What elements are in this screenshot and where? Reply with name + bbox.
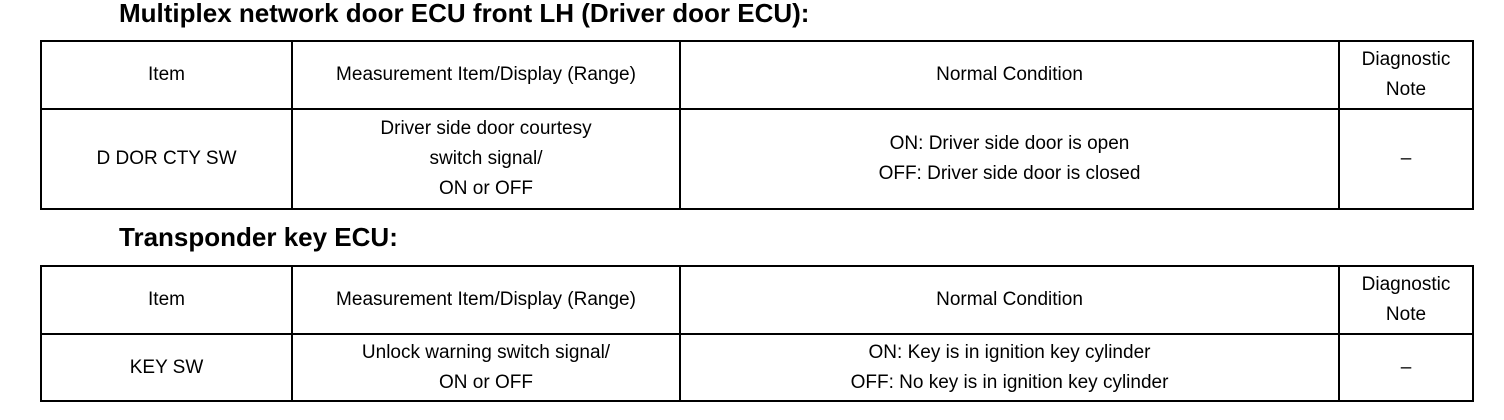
measurement-line: Driver side door courtesy [380,118,592,139]
condition-line: ON: Driver side door is open [889,133,1130,154]
section-title-transponder-key-ecu: Transponder key ECU: [119,222,398,252]
condition-line: ON: Key is in ignition key cylinder [868,341,1151,363]
table-header-row [41,266,1473,334]
cell-measurement [292,109,680,209]
diagnostic-note-value: – [1400,356,1412,378]
header-normal-condition: Normal Condition [680,266,1339,334]
table-row [41,334,1473,401]
measurement-line: switch signal/ [429,148,543,169]
cell-normal-condition [680,334,1339,401]
measurement-line: Unlock warning switch signal/ [361,341,611,363]
header-diagnostic-note: Diagnostic Note [1339,266,1473,334]
condition-line: OFF: No key is in ignition key cylinder [850,371,1169,393]
cell-measurement [292,334,680,401]
transponder-key-ecu-data-table [40,265,1474,402]
table-header-row [41,41,1473,109]
condition-line: OFF: Driver side door is closed [878,163,1141,184]
diagnostic-note-value: – [1400,148,1412,169]
header-measurement: Measurement Item/Display (Range) [292,41,680,109]
section-title-door-ecu: Multiplex network door ECU front LH (Driver door ECU): [119,0,810,28]
table-row [41,109,1473,209]
cell-diagnostic-note [1339,334,1473,401]
header-diagnostic-note: Diagnostic Note [1339,41,1473,109]
cell-normal-condition [680,109,1339,209]
measurement-line: ON or OFF [439,178,533,199]
cell-item: D DOR CTY SW [41,109,292,209]
header-item: Item [41,41,292,109]
header-measurement: Measurement Item/Display (Range) [292,266,680,334]
door-ecu-data-table [40,40,1474,210]
cell-item: KEY SW [41,334,292,401]
cell-diagnostic-note [1339,109,1473,209]
measurement-line: ON or OFF [439,371,533,393]
header-item: Item [41,266,292,334]
header-normal-condition: Normal Condition [680,41,1339,109]
